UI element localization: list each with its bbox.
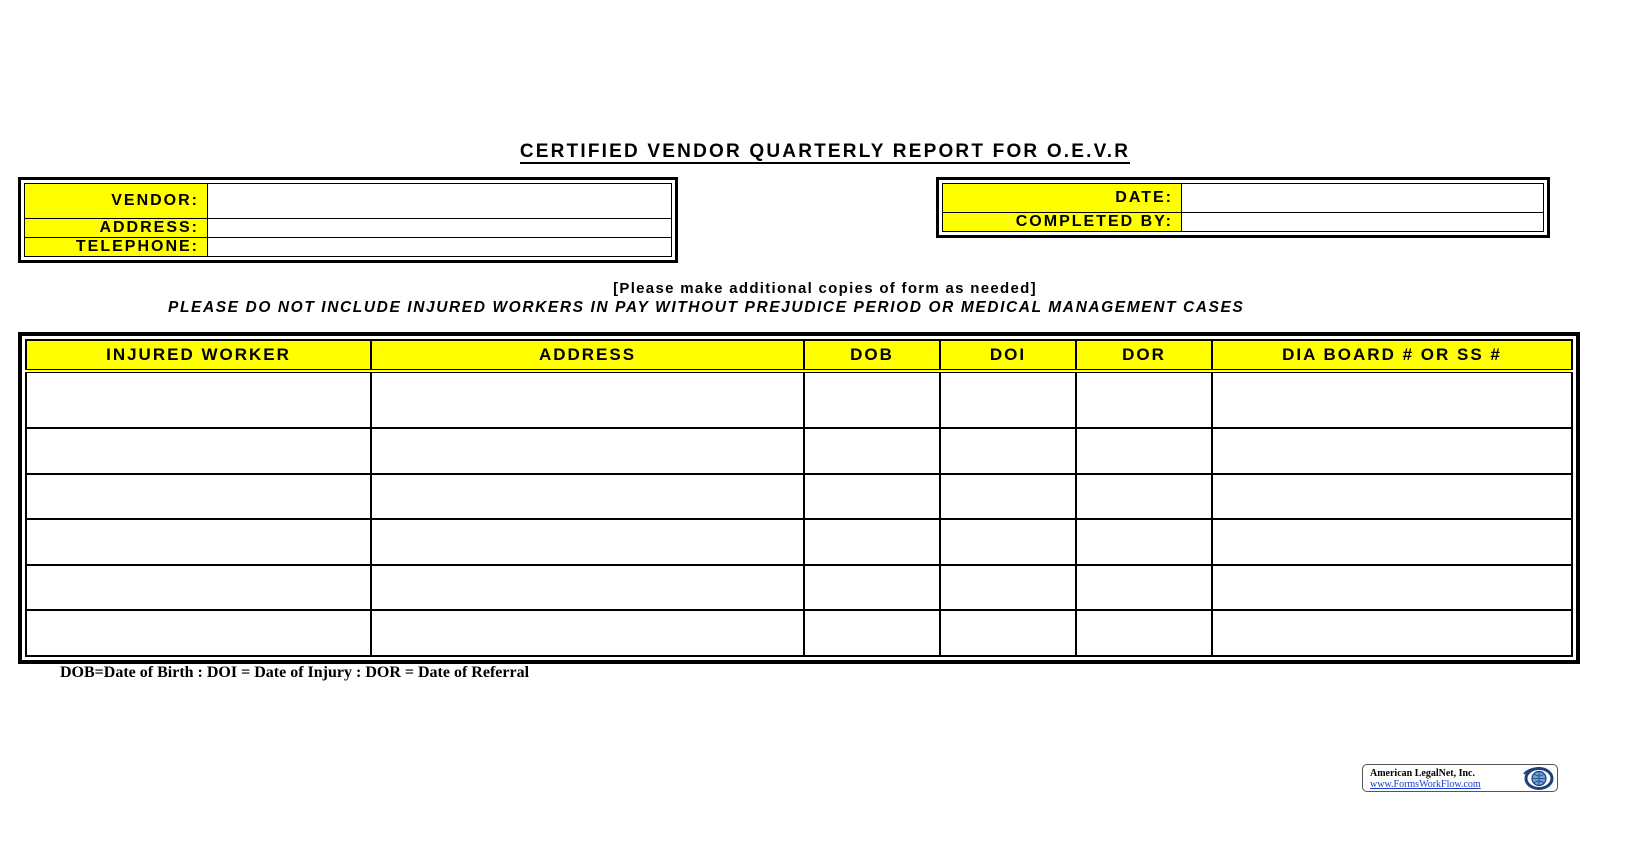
date-info-box bbox=[936, 177, 1550, 238]
address-label: ADDRESS: bbox=[25, 219, 208, 238]
table-row bbox=[26, 610, 1572, 656]
injured-worker-cell[interactable] bbox=[26, 474, 371, 520]
header-dob: DOB bbox=[804, 340, 940, 371]
vendor-info-box bbox=[18, 177, 678, 263]
address-cell[interactable] bbox=[371, 371, 804, 428]
doi-cell[interactable] bbox=[940, 474, 1076, 520]
abbreviation-legend: DOB=Date of Birth : DOI = Date of Injury : DOR = Date of Referral bbox=[60, 664, 530, 681]
dor-cell[interactable] bbox=[1076, 474, 1212, 520]
form-title: CERTIFIED VENDOR QUARTERLY REPORT FOR O.E.V.R bbox=[519, 141, 1131, 162]
dia-board-cell[interactable] bbox=[1212, 428, 1572, 474]
dob-cell[interactable] bbox=[804, 519, 940, 565]
table-row bbox=[26, 519, 1572, 565]
telephone-field[interactable] bbox=[208, 238, 672, 257]
doi-cell[interactable] bbox=[940, 371, 1076, 428]
american-legalnet-logo[interactable] bbox=[1362, 764, 1558, 792]
header-doi: DOI bbox=[940, 340, 1076, 371]
table-row bbox=[26, 371, 1572, 428]
injured-worker-cell[interactable] bbox=[26, 519, 371, 565]
header-injured-worker: INJURED WORKER bbox=[26, 340, 371, 371]
table-row bbox=[26, 565, 1572, 611]
dia-board-cell[interactable] bbox=[1212, 371, 1572, 428]
dob-cell[interactable] bbox=[804, 610, 940, 656]
telephone-label: TELEPHONE: bbox=[25, 238, 208, 257]
dia-board-cell[interactable] bbox=[1212, 474, 1572, 520]
injured-workers-table-box bbox=[18, 332, 1580, 664]
injured-worker-cell[interactable] bbox=[26, 565, 371, 611]
dor-cell[interactable] bbox=[1076, 565, 1212, 611]
address-cell[interactable] bbox=[371, 519, 804, 565]
vendor-label: VENDOR: bbox=[25, 184, 208, 219]
copies-note: [Please make additional copies of form as needed] bbox=[613, 280, 1037, 297]
header-dor: DOR bbox=[1076, 340, 1212, 371]
doi-cell[interactable] bbox=[940, 519, 1076, 565]
completed-by-field[interactable] bbox=[1182, 213, 1544, 232]
doi-cell[interactable] bbox=[940, 428, 1076, 474]
address-field[interactable] bbox=[208, 219, 672, 238]
address-cell[interactable] bbox=[371, 474, 804, 520]
doi-cell[interactable] bbox=[940, 610, 1076, 656]
address-cell[interactable] bbox=[371, 428, 804, 474]
logo-url-link[interactable]: www.FormsWorkFlow.com bbox=[1370, 779, 1481, 790]
date-field[interactable] bbox=[1182, 184, 1544, 213]
table-row bbox=[26, 428, 1572, 474]
dob-cell[interactable] bbox=[804, 428, 940, 474]
dia-board-cell[interactable] bbox=[1212, 610, 1572, 656]
dor-cell[interactable] bbox=[1076, 428, 1212, 474]
dob-cell[interactable] bbox=[804, 371, 940, 428]
table-row bbox=[26, 474, 1572, 520]
dor-cell[interactable] bbox=[1076, 610, 1212, 656]
dob-cell[interactable] bbox=[804, 565, 940, 611]
date-label: DATE: bbox=[943, 184, 1182, 213]
exclusion-note: PLEASE DO NOT INCLUDE INJURED WORKERS IN PAY WITHOUT PREJUDICE PERIOD OR MEDICAL MANAGEMENT CASES bbox=[168, 299, 1245, 316]
dob-cell[interactable] bbox=[804, 474, 940, 520]
address-cell[interactable] bbox=[371, 610, 804, 656]
vendor-field[interactable] bbox=[208, 184, 672, 219]
dia-board-cell[interactable] bbox=[1212, 565, 1572, 611]
injured-worker-cell[interactable] bbox=[26, 428, 371, 474]
dia-board-cell[interactable] bbox=[1212, 519, 1572, 565]
address-cell[interactable] bbox=[371, 565, 804, 611]
injured-worker-cell[interactable] bbox=[26, 610, 371, 656]
completed-by-label: COMPLETED BY: bbox=[943, 213, 1182, 232]
dor-cell[interactable] bbox=[1076, 371, 1212, 428]
logo-company-name: American LegalNet, Inc. bbox=[1370, 768, 1475, 779]
header-address: ADDRESS bbox=[371, 340, 804, 371]
dor-cell[interactable] bbox=[1076, 519, 1212, 565]
injured-workers-table bbox=[25, 339, 1573, 657]
injured-worker-cell[interactable] bbox=[26, 371, 371, 428]
header-dia-board: DIA BOARD # OR SS # bbox=[1212, 340, 1572, 371]
table-header-row bbox=[26, 340, 1572, 371]
globe-icon bbox=[1519, 766, 1555, 791]
doi-cell[interactable] bbox=[940, 565, 1076, 611]
